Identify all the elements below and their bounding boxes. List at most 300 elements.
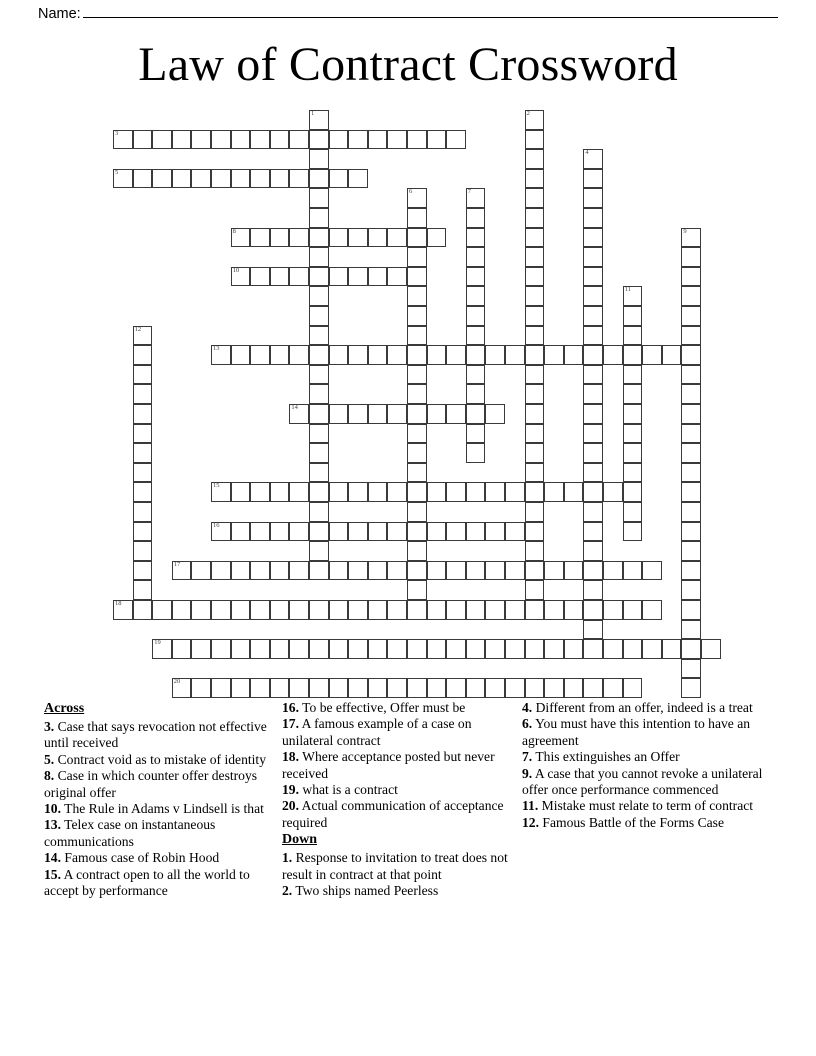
crossword-cell[interactable] <box>427 678 447 698</box>
crossword-cell[interactable] <box>446 600 466 620</box>
crossword-cell[interactable] <box>133 345 153 365</box>
crossword-cell[interactable] <box>407 365 427 385</box>
crossword-cell[interactable] <box>250 678 270 698</box>
crossword-cell[interactable] <box>681 482 701 502</box>
crossword-cell[interactable] <box>662 639 682 659</box>
crossword-cell[interactable] <box>701 639 721 659</box>
crossword-cell[interactable] <box>525 541 545 561</box>
crossword-cell[interactable] <box>466 286 486 306</box>
crossword-cell[interactable] <box>525 424 545 444</box>
crossword-cell[interactable] <box>466 365 486 385</box>
crossword-cell[interactable] <box>133 443 153 463</box>
crossword-cell[interactable] <box>329 561 349 581</box>
crossword-cell[interactable] <box>329 600 349 620</box>
crossword-cell[interactable] <box>583 169 603 189</box>
crossword-cell[interactable] <box>681 600 701 620</box>
crossword-cell[interactable] <box>583 561 603 581</box>
crossword-cell[interactable] <box>309 228 329 248</box>
crossword-cell[interactable] <box>309 443 329 463</box>
crossword-cell[interactable] <box>623 678 643 698</box>
crossword-cell[interactable] <box>505 522 525 542</box>
crossword-cell[interactable] <box>270 169 290 189</box>
crossword-cell[interactable] <box>387 130 407 150</box>
crossword-cell[interactable] <box>289 482 309 502</box>
crossword-cell[interactable] <box>231 561 251 581</box>
crossword-cell[interactable] <box>623 404 643 424</box>
crossword-cell[interactable] <box>564 482 584 502</box>
crossword-cell[interactable] <box>348 600 368 620</box>
crossword-cell[interactable] <box>446 639 466 659</box>
crossword-cell[interactable] <box>211 639 231 659</box>
crossword-cell[interactable] <box>681 639 701 659</box>
crossword-cell[interactable] <box>583 482 603 502</box>
crossword-cell[interactable] <box>485 522 505 542</box>
crossword-cell[interactable] <box>583 404 603 424</box>
crossword-cell[interactable] <box>427 522 447 542</box>
crossword-cell[interactable] <box>623 326 643 346</box>
crossword-cell[interactable] <box>133 541 153 561</box>
crossword-cell[interactable] <box>466 443 486 463</box>
crossword-cell[interactable] <box>427 482 447 502</box>
crossword-cell[interactable] <box>368 404 388 424</box>
crossword-cell[interactable] <box>191 600 211 620</box>
crossword-cell[interactable] <box>525 443 545 463</box>
crossword-cell[interactable] <box>466 228 486 248</box>
crossword-cell[interactable] <box>583 149 603 169</box>
crossword-cell[interactable] <box>348 482 368 502</box>
crossword-cell[interactable] <box>446 130 466 150</box>
crossword-cell[interactable] <box>270 522 290 542</box>
crossword-cell[interactable] <box>289 404 309 424</box>
crossword-cell[interactable] <box>525 247 545 267</box>
crossword-cell[interactable] <box>485 345 505 365</box>
crossword-cell[interactable] <box>309 463 329 483</box>
crossword-cell[interactable] <box>446 482 466 502</box>
crossword-cell[interactable] <box>152 169 172 189</box>
crossword-cell[interactable] <box>623 463 643 483</box>
crossword-cell[interactable] <box>446 404 466 424</box>
crossword-cell[interactable] <box>466 561 486 581</box>
crossword-cell[interactable] <box>466 639 486 659</box>
crossword-cell[interactable] <box>564 345 584 365</box>
crossword-cell[interactable] <box>231 639 251 659</box>
crossword-cell[interactable] <box>407 208 427 228</box>
crossword-cell[interactable] <box>133 169 153 189</box>
crossword-cell[interactable] <box>466 482 486 502</box>
crossword-cell[interactable] <box>172 678 192 698</box>
crossword-cell[interactable] <box>466 208 486 228</box>
crossword-cell[interactable] <box>309 384 329 404</box>
crossword-cell[interactable] <box>446 522 466 542</box>
crossword-cell[interactable] <box>329 482 349 502</box>
crossword-cell[interactable] <box>583 424 603 444</box>
crossword-cell[interactable] <box>681 404 701 424</box>
crossword-cell[interactable] <box>505 482 525 502</box>
crossword-cell[interactable] <box>309 678 329 698</box>
crossword-cell[interactable] <box>623 600 643 620</box>
crossword-cell[interactable] <box>348 522 368 542</box>
crossword-cell[interactable] <box>544 639 564 659</box>
crossword-cell[interactable] <box>191 130 211 150</box>
crossword-cell[interactable] <box>583 580 603 600</box>
crossword-cell[interactable] <box>289 267 309 287</box>
crossword-cell[interactable] <box>681 267 701 287</box>
crossword-cell[interactable] <box>603 600 623 620</box>
crossword-cell[interactable] <box>133 384 153 404</box>
crossword-cell[interactable] <box>133 502 153 522</box>
crossword-cell[interactable] <box>172 600 192 620</box>
crossword-cell[interactable] <box>466 345 486 365</box>
crossword-cell[interactable] <box>211 169 231 189</box>
crossword-cell[interactable] <box>407 561 427 581</box>
crossword-cell[interactable] <box>231 130 251 150</box>
crossword-cell[interactable] <box>603 639 623 659</box>
crossword-cell[interactable] <box>681 228 701 248</box>
crossword-cell[interactable] <box>466 326 486 346</box>
crossword-cell[interactable] <box>250 267 270 287</box>
crossword-cell[interactable] <box>681 443 701 463</box>
crossword-cell[interactable] <box>407 228 427 248</box>
crossword-cell[interactable] <box>231 345 251 365</box>
crossword-cell[interactable] <box>309 247 329 267</box>
crossword-cell[interactable] <box>309 267 329 287</box>
crossword-cell[interactable] <box>505 561 525 581</box>
crossword-cell[interactable] <box>309 188 329 208</box>
crossword-cell[interactable] <box>113 130 133 150</box>
crossword-cell[interactable] <box>270 228 290 248</box>
crossword-cell[interactable] <box>113 169 133 189</box>
crossword-cell[interactable] <box>505 600 525 620</box>
crossword-cell[interactable] <box>466 678 486 698</box>
crossword-cell[interactable] <box>466 267 486 287</box>
crossword-cell[interactable] <box>368 600 388 620</box>
crossword-cell[interactable] <box>133 522 153 542</box>
crossword-cell[interactable] <box>681 678 701 698</box>
crossword-cell[interactable] <box>152 130 172 150</box>
crossword-cell[interactable] <box>329 130 349 150</box>
crossword-cell[interactable] <box>525 326 545 346</box>
crossword-cell[interactable] <box>172 561 192 581</box>
crossword-cell[interactable] <box>681 424 701 444</box>
crossword-cell[interactable] <box>623 424 643 444</box>
crossword-cell[interactable] <box>583 639 603 659</box>
crossword-cell[interactable] <box>583 600 603 620</box>
crossword-cell[interactable] <box>407 130 427 150</box>
crossword-cell[interactable] <box>544 482 564 502</box>
crossword-cell[interactable] <box>525 345 545 365</box>
crossword-cell[interactable] <box>329 228 349 248</box>
crossword-cell[interactable] <box>681 541 701 561</box>
crossword-cell[interactable] <box>387 228 407 248</box>
crossword-cell[interactable] <box>583 678 603 698</box>
crossword-cell[interactable] <box>525 600 545 620</box>
crossword-cell[interactable] <box>387 267 407 287</box>
crossword-cell[interactable] <box>191 169 211 189</box>
crossword-cell[interactable] <box>603 482 623 502</box>
crossword-cell[interactable] <box>309 306 329 326</box>
crossword-cell[interactable] <box>583 620 603 640</box>
crossword-cell[interactable] <box>525 384 545 404</box>
crossword-cell[interactable] <box>329 678 349 698</box>
crossword-cell[interactable] <box>289 639 309 659</box>
crossword-cell[interactable] <box>133 424 153 444</box>
crossword-cell[interactable] <box>387 639 407 659</box>
crossword-cell[interactable] <box>407 678 427 698</box>
crossword-cell[interactable] <box>427 600 447 620</box>
crossword-cell[interactable] <box>309 541 329 561</box>
crossword-cell[interactable] <box>525 522 545 542</box>
crossword-cell[interactable] <box>231 522 251 542</box>
crossword-cell[interactable] <box>211 345 231 365</box>
crossword-cell[interactable] <box>231 678 251 698</box>
crossword-cell[interactable] <box>309 522 329 542</box>
crossword-cell[interactable] <box>348 678 368 698</box>
crossword-cell[interactable] <box>544 345 564 365</box>
crossword-cell[interactable] <box>407 286 427 306</box>
crossword-cell[interactable] <box>407 463 427 483</box>
crossword-cell[interactable] <box>525 502 545 522</box>
crossword-cell[interactable] <box>525 463 545 483</box>
crossword-cell[interactable] <box>525 169 545 189</box>
crossword-cell[interactable] <box>427 561 447 581</box>
crossword-cell[interactable] <box>603 345 623 365</box>
crossword-cell[interactable] <box>368 678 388 698</box>
crossword-cell[interactable] <box>681 580 701 600</box>
crossword-cell[interactable] <box>427 228 447 248</box>
crossword-cell[interactable] <box>681 522 701 542</box>
crossword-cell[interactable] <box>250 522 270 542</box>
crossword-cell[interactable] <box>387 404 407 424</box>
crossword-cell[interactable] <box>270 678 290 698</box>
crossword-cell[interactable] <box>289 678 309 698</box>
crossword-cell[interactable] <box>231 600 251 620</box>
crossword-cell[interactable] <box>603 561 623 581</box>
crossword-cell[interactable] <box>583 345 603 365</box>
crossword-cell[interactable] <box>329 522 349 542</box>
crossword-cell[interactable] <box>133 130 153 150</box>
crossword-cell[interactable] <box>407 443 427 463</box>
crossword-cell[interactable] <box>152 639 172 659</box>
crossword-cell[interactable] <box>133 561 153 581</box>
crossword-cell[interactable] <box>583 463 603 483</box>
crossword-cell[interactable] <box>485 404 505 424</box>
crossword-cell[interactable] <box>466 188 486 208</box>
crossword-cell[interactable] <box>329 169 349 189</box>
crossword-cell[interactable] <box>309 208 329 228</box>
crossword-cell[interactable] <box>329 404 349 424</box>
crossword-cell[interactable] <box>623 502 643 522</box>
crossword-cell[interactable] <box>407 188 427 208</box>
crossword-cell[interactable] <box>231 482 251 502</box>
crossword-cell[interactable] <box>525 149 545 169</box>
crossword-cell[interactable] <box>250 561 270 581</box>
crossword-cell[interactable] <box>270 561 290 581</box>
crossword-cell[interactable] <box>681 463 701 483</box>
crossword-cell[interactable] <box>348 228 368 248</box>
crossword-cell[interactable] <box>427 130 447 150</box>
crossword-cell[interactable] <box>133 580 153 600</box>
crossword-cell[interactable] <box>407 541 427 561</box>
crossword-cell[interactable] <box>250 600 270 620</box>
crossword-cell[interactable] <box>133 326 153 346</box>
crossword-cell[interactable] <box>152 600 172 620</box>
crossword-cell[interactable] <box>505 345 525 365</box>
crossword-cell[interactable] <box>583 228 603 248</box>
crossword-cell[interactable] <box>525 639 545 659</box>
crossword-cell[interactable] <box>407 580 427 600</box>
crossword-cell[interactable] <box>348 561 368 581</box>
crossword-cell[interactable] <box>387 345 407 365</box>
crossword-cell[interactable] <box>309 600 329 620</box>
crossword-cell[interactable] <box>250 228 270 248</box>
crossword-cell[interactable] <box>309 502 329 522</box>
crossword-cell[interactable] <box>211 678 231 698</box>
crossword-cell[interactable] <box>172 639 192 659</box>
crossword-cell[interactable] <box>387 482 407 502</box>
crossword-cell[interactable] <box>309 345 329 365</box>
crossword-cell[interactable] <box>485 600 505 620</box>
crossword-cell[interactable] <box>329 639 349 659</box>
crossword-cell[interactable] <box>525 365 545 385</box>
crossword-cell[interactable] <box>427 639 447 659</box>
crossword-cell[interactable] <box>662 345 682 365</box>
crossword-cell[interactable] <box>309 482 329 502</box>
crossword-cell[interactable] <box>133 404 153 424</box>
crossword-cell[interactable] <box>387 600 407 620</box>
crossword-cell[interactable] <box>564 600 584 620</box>
crossword-cell[interactable] <box>368 522 388 542</box>
crossword-cell[interactable] <box>525 404 545 424</box>
crossword-cell[interactable] <box>525 130 545 150</box>
crossword-cell[interactable] <box>583 326 603 346</box>
crossword-cell[interactable] <box>446 345 466 365</box>
crossword-cell[interactable] <box>250 639 270 659</box>
crossword-cell[interactable] <box>564 639 584 659</box>
crossword-cell[interactable] <box>348 404 368 424</box>
crossword-cell[interactable] <box>309 365 329 385</box>
crossword-cell[interactable] <box>191 639 211 659</box>
crossword-cell[interactable] <box>289 600 309 620</box>
crossword-cell[interactable] <box>583 306 603 326</box>
crossword-cell[interactable] <box>407 247 427 267</box>
crossword-cell[interactable] <box>544 561 564 581</box>
crossword-cell[interactable] <box>309 286 329 306</box>
crossword-cell[interactable] <box>525 188 545 208</box>
crossword-cell[interactable] <box>446 561 466 581</box>
crossword-cell[interactable] <box>231 228 251 248</box>
crossword-cell[interactable] <box>270 267 290 287</box>
crossword-cell[interactable] <box>211 482 231 502</box>
crossword-cell[interactable] <box>642 600 662 620</box>
crossword-cell[interactable] <box>348 267 368 287</box>
crossword-cell[interactable] <box>387 561 407 581</box>
crossword-cell[interactable] <box>466 522 486 542</box>
crossword-cell[interactable] <box>368 267 388 287</box>
crossword-cell[interactable] <box>623 639 643 659</box>
crossword-cell[interactable] <box>525 110 545 130</box>
crossword-cell[interactable] <box>309 149 329 169</box>
crossword-cell[interactable] <box>113 600 133 620</box>
crossword-cell[interactable] <box>681 306 701 326</box>
crossword-cell[interactable] <box>525 482 545 502</box>
crossword-cell[interactable] <box>250 345 270 365</box>
crossword-cell[interactable] <box>505 678 525 698</box>
crossword-cell[interactable] <box>172 130 192 150</box>
crossword-cell[interactable] <box>407 306 427 326</box>
crossword-cell[interactable] <box>407 326 427 346</box>
crossword-cell[interactable] <box>623 345 643 365</box>
crossword-cell[interactable] <box>544 600 564 620</box>
crossword-cell[interactable] <box>525 306 545 326</box>
crossword-cell[interactable] <box>583 286 603 306</box>
crossword-cell[interactable] <box>368 482 388 502</box>
crossword-cell[interactable] <box>191 561 211 581</box>
crossword-cell[interactable] <box>329 345 349 365</box>
crossword-cell[interactable] <box>681 384 701 404</box>
crossword-cell[interactable] <box>466 247 486 267</box>
crossword-cell[interactable] <box>368 639 388 659</box>
crossword-cell[interactable] <box>231 267 251 287</box>
crossword-cell[interactable] <box>681 502 701 522</box>
crossword-cell[interactable] <box>368 345 388 365</box>
crossword-cell[interactable] <box>681 286 701 306</box>
crossword-cell[interactable] <box>309 404 329 424</box>
crossword-cell[interactable] <box>309 326 329 346</box>
crossword-cell[interactable] <box>525 678 545 698</box>
crossword-cell[interactable] <box>387 678 407 698</box>
crossword-cell[interactable] <box>309 639 329 659</box>
crossword-cell[interactable] <box>681 561 701 581</box>
crossword-cell[interactable] <box>485 678 505 698</box>
crossword-cell[interactable] <box>289 522 309 542</box>
crossword-cell[interactable] <box>623 306 643 326</box>
crossword-cell[interactable] <box>368 561 388 581</box>
crossword-cell[interactable] <box>466 404 486 424</box>
crossword-cell[interactable] <box>289 130 309 150</box>
crossword-cell[interactable] <box>525 561 545 581</box>
crossword-cell[interactable] <box>133 463 153 483</box>
crossword-cell[interactable] <box>564 678 584 698</box>
crossword-cell[interactable] <box>427 345 447 365</box>
crossword-cell[interactable] <box>231 169 251 189</box>
crossword-cell[interactable] <box>211 561 231 581</box>
crossword-cell[interactable] <box>289 345 309 365</box>
crossword-cell[interactable] <box>583 247 603 267</box>
crossword-cell[interactable] <box>564 561 584 581</box>
crossword-cell[interactable] <box>623 443 643 463</box>
crossword-cell[interactable] <box>623 286 643 306</box>
crossword-cell[interactable] <box>407 345 427 365</box>
crossword-cell[interactable] <box>642 561 662 581</box>
crossword-cell[interactable] <box>172 169 192 189</box>
crossword-cell[interactable] <box>368 130 388 150</box>
crossword-cell[interactable] <box>348 130 368 150</box>
crossword-cell[interactable] <box>583 443 603 463</box>
crossword-cell[interactable] <box>623 522 643 542</box>
crossword-cell[interactable] <box>407 502 427 522</box>
crossword-cell[interactable] <box>407 267 427 287</box>
crossword-cell[interactable] <box>407 482 427 502</box>
crossword-cell[interactable] <box>211 522 231 542</box>
crossword-cell[interactable] <box>642 639 662 659</box>
crossword-cell[interactable] <box>681 365 701 385</box>
crossword-cell[interactable] <box>270 600 290 620</box>
crossword-cell[interactable] <box>681 247 701 267</box>
crossword-cell[interactable] <box>466 306 486 326</box>
crossword-cell[interactable] <box>270 345 290 365</box>
crossword-cell[interactable] <box>407 404 427 424</box>
crossword-cell[interactable] <box>583 188 603 208</box>
